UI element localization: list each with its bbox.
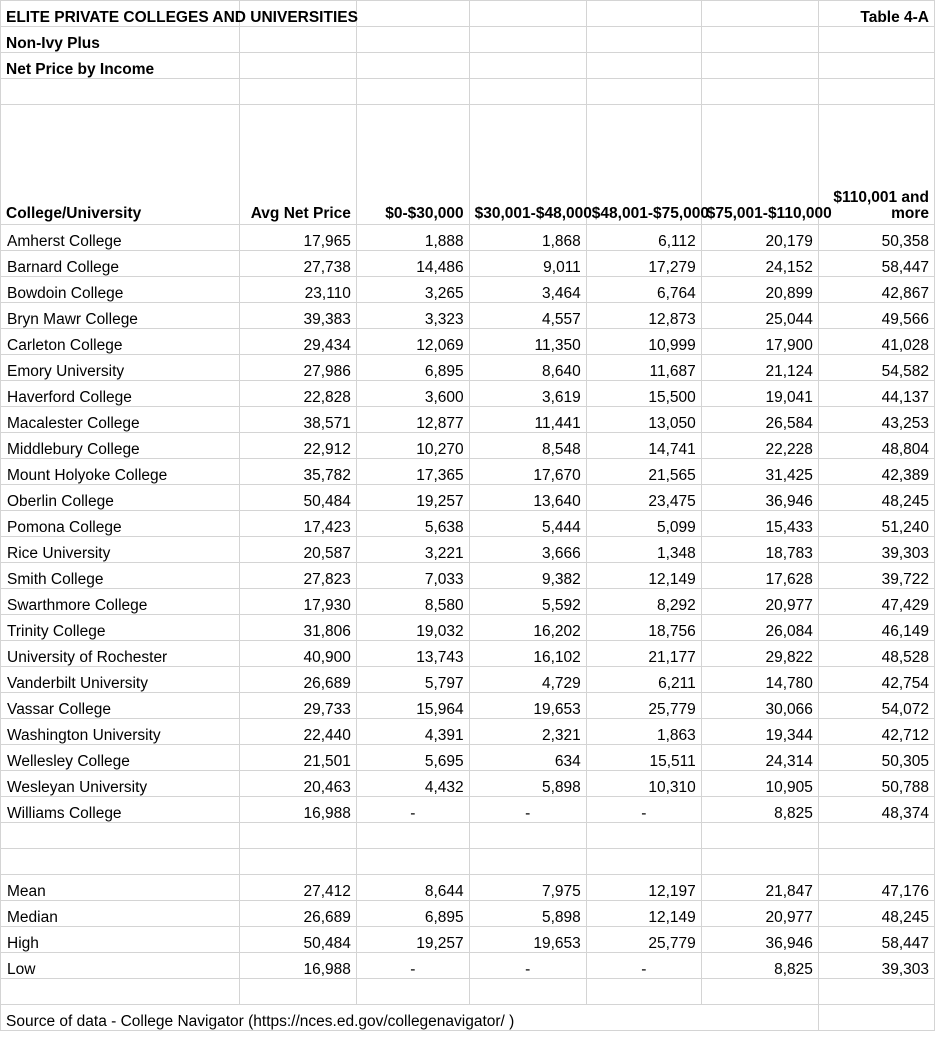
value-cell[interactable]: 50,358 [818,225,934,251]
value-cell[interactable]: 21,847 [701,875,818,901]
value-cell[interactable]: 17,279 [586,251,701,277]
table-row [1,589,935,615]
value-cell[interactable]: 39,303 [818,537,934,563]
value-cell[interactable]: 19,344 [701,719,818,745]
value-cell[interactable]: 17,930 [239,589,356,615]
value-cell[interactable]: 20,977 [701,589,818,615]
value-cell[interactable]: 8,548 [469,433,586,459]
row-label-cell[interactable]: Rice University [1,537,240,563]
table-row [1,511,935,537]
value-cell[interactable]: 48,245 [818,901,934,927]
row-label-cell[interactable]: Low [1,953,240,979]
column-header: $48,001-$75,000 [586,105,701,225]
row-label-cell[interactable]: Vassar College [1,693,240,719]
value-cell[interactable]: 51,240 [818,511,934,537]
row-label-cell[interactable]: Bowdoin College [1,277,240,303]
value-cell[interactable]: 18,783 [701,537,818,563]
value-cell[interactable]: 10,310 [586,771,701,797]
value-cell[interactable]: 16,202 [469,615,586,641]
value-cell[interactable]: 19,257 [356,927,469,953]
value-cell[interactable]: 5,695 [356,745,469,771]
empty-cell[interactable] [469,849,586,875]
value-cell[interactable]: 50,484 [239,927,356,953]
value-cell[interactable]: 11,441 [469,407,586,433]
value-cell[interactable]: 4,432 [356,771,469,797]
value-cell[interactable]: 30,066 [701,693,818,719]
value-cell[interactable]: 25,779 [586,693,701,719]
empty-cell[interactable] [1,979,240,1005]
table-row [1,329,935,355]
table-row [1,225,935,251]
value-cell[interactable]: 19,653 [469,927,586,953]
value-cell[interactable]: 17,628 [701,563,818,589]
value-cell[interactable]: 13,050 [586,407,701,433]
value-cell[interactable]: 20,463 [239,771,356,797]
table-row [1,745,935,771]
value-cell[interactable]: 9,011 [469,251,586,277]
value-cell[interactable]: 12,873 [586,303,701,329]
value-cell[interactable]: 16,988 [239,953,356,979]
value-cell[interactable]: 13,743 [356,641,469,667]
value-cell[interactable]: 11,687 [586,355,701,381]
value-cell[interactable]: 54,072 [818,693,934,719]
value-cell[interactable]: 3,666 [469,537,586,563]
table-row [1,537,935,563]
value-cell[interactable]: 3,619 [469,381,586,407]
source-row [1,1005,935,1031]
value-cell[interactable]: 49,566 [818,303,934,329]
value-cell[interactable]: 2,321 [469,719,586,745]
value-cell[interactable]: 48,245 [818,485,934,511]
value-cell[interactable]: 22,440 [239,719,356,745]
table-row [1,251,935,277]
table-row [1,355,935,381]
sheet-subtitle: Non-Ivy Plus [1,27,240,53]
value-cell[interactable]: 20,977 [701,901,818,927]
value-cell[interactable]: 6,112 [586,225,701,251]
value-cell[interactable]: 20,587 [239,537,356,563]
value-cell[interactable]: 19,257 [356,485,469,511]
value-cell[interactable]: 22,228 [701,433,818,459]
value-cell[interactable]: 20,179 [701,225,818,251]
empty-cell[interactable] [239,849,356,875]
blank-row [1,79,935,105]
empty-cell[interactable] [818,823,934,849]
value-cell[interactable]: 23,110 [239,277,356,303]
value-cell[interactable]: 17,365 [356,459,469,485]
value-cell[interactable]: 10,270 [356,433,469,459]
value-cell[interactable]: 14,780 [701,667,818,693]
row-label-cell[interactable]: Carleton College [1,329,240,355]
column-header-row [1,105,935,225]
value-cell[interactable]: 8,825 [701,953,818,979]
value-cell[interactable]: 3,323 [356,303,469,329]
value-cell[interactable]: 3,265 [356,277,469,303]
empty-cell[interactable] [239,979,356,1005]
column-header: $75,001-$110,000 [701,105,818,225]
value-cell[interactable]: 27,738 [239,251,356,277]
value-cell[interactable]: 19,653 [469,693,586,719]
row-label-cell[interactable]: Barnard College [1,251,240,277]
value-cell[interactable]: 6,211 [586,667,701,693]
value-cell[interactable]: 5,898 [469,901,586,927]
blank-row [1,849,935,875]
value-cell[interactable]: 39,722 [818,563,934,589]
value-cell[interactable]: 50,788 [818,771,934,797]
row-label-cell[interactable]: Williams College [1,797,240,823]
summary-row [1,901,935,927]
value-cell[interactable]: 50,484 [239,485,356,511]
row-label-cell[interactable]: High [1,927,240,953]
value-cell[interactable]: 17,900 [701,329,818,355]
table-row [1,381,935,407]
empty-cell[interactable] [818,979,934,1005]
value-cell[interactable]: 46,149 [818,615,934,641]
value-cell[interactable]: 26,084 [701,615,818,641]
table-row [1,459,935,485]
row-label-cell[interactable]: Mean [1,875,240,901]
blank-row [1,823,935,849]
value-cell[interactable]: 1,888 [356,225,469,251]
value-cell[interactable]: 16,102 [469,641,586,667]
value-cell[interactable]: 7,033 [356,563,469,589]
value-cell[interactable]: 19,032 [356,615,469,641]
value-cell[interactable]: 16,988 [239,797,356,823]
value-cell[interactable]: - [469,797,586,823]
value-cell[interactable]: 10,905 [701,771,818,797]
value-cell[interactable]: 24,314 [701,745,818,771]
value-cell[interactable]: 29,733 [239,693,356,719]
row-label-cell[interactable]: Wellesley College [1,745,240,771]
value-cell[interactable]: 27,986 [239,355,356,381]
value-cell[interactable]: 4,391 [356,719,469,745]
sheet-title: ELITE PRIVATE COLLEGES AND UNIVERSITIES [1,1,240,27]
row-label-cell[interactable]: Emory University [1,355,240,381]
table-row [1,277,935,303]
table-row [1,407,935,433]
summary-row [1,953,935,979]
value-cell[interactable]: 14,741 [586,433,701,459]
value-cell[interactable]: 48,804 [818,433,934,459]
value-cell[interactable]: 27,823 [239,563,356,589]
value-cell[interactable]: 26,689 [239,901,356,927]
value-cell[interactable]: 25,044 [701,303,818,329]
table-row [1,615,935,641]
value-cell[interactable]: 44,137 [818,381,934,407]
column-header: $110,001 and more [818,105,934,225]
value-cell[interactable]: 39,303 [818,953,934,979]
column-header: Avg Net Price [239,105,356,225]
value-cell[interactable]: 13,640 [469,485,586,511]
value-cell[interactable]: - [586,953,701,979]
empty-cell[interactable] [586,979,701,1005]
value-cell[interactable]: 23,475 [586,485,701,511]
value-cell[interactable]: 21,501 [239,745,356,771]
row-label-cell[interactable]: Wesleyan University [1,771,240,797]
value-cell[interactable]: - [356,953,469,979]
value-cell[interactable]: 21,177 [586,641,701,667]
value-cell[interactable]: 25,779 [586,927,701,953]
value-cell[interactable]: 40,900 [239,641,356,667]
value-cell[interactable]: 1,868 [469,225,586,251]
table-row [1,433,935,459]
row-label-cell[interactable]: Pomona College [1,511,240,537]
empty-cell[interactable] [356,823,469,849]
column-header: College/University [1,105,240,225]
value-cell[interactable]: 42,712 [818,719,934,745]
empty-cell[interactable] [701,979,818,1005]
value-cell[interactable]: 31,425 [701,459,818,485]
value-cell[interactable]: 48,374 [818,797,934,823]
empty-cell[interactable] [1,849,240,875]
table-row [1,667,935,693]
empty-cell[interactable] [1,823,240,849]
row-label-cell[interactable]: Haverford College [1,381,240,407]
value-cell[interactable]: 634 [469,745,586,771]
value-cell[interactable]: 5,638 [356,511,469,537]
value-cell[interactable]: 4,729 [469,667,586,693]
value-cell[interactable]: 5,592 [469,589,586,615]
value-cell[interactable]: 8,640 [469,355,586,381]
value-cell[interactable]: 7,975 [469,875,586,901]
value-cell[interactable]: 17,965 [239,225,356,251]
value-cell[interactable]: 8,644 [356,875,469,901]
blank-row [1,979,935,1005]
row-label-cell[interactable]: University of Rochester [1,641,240,667]
empty-cell[interactable] [586,823,701,849]
value-cell[interactable]: 17,423 [239,511,356,537]
value-cell[interactable]: 18,756 [586,615,701,641]
row-label-cell[interactable]: Smith College [1,563,240,589]
value-cell[interactable]: 48,528 [818,641,934,667]
value-cell[interactable]: 43,253 [818,407,934,433]
value-cell[interactable]: 42,389 [818,459,934,485]
value-cell[interactable]: 15,500 [586,381,701,407]
summary-row [1,875,935,901]
table-row [1,303,935,329]
value-cell[interactable]: 1,863 [586,719,701,745]
value-cell[interactable]: 50,305 [818,745,934,771]
value-cell[interactable]: 12,197 [586,875,701,901]
value-cell[interactable]: 47,176 [818,875,934,901]
value-cell[interactable]: 42,867 [818,277,934,303]
value-cell[interactable]: 12,877 [356,407,469,433]
value-cell[interactable]: 41,028 [818,329,934,355]
value-cell[interactable]: 15,511 [586,745,701,771]
column-header: $0-$30,000 [356,105,469,225]
row-label-cell[interactable]: Median [1,901,240,927]
value-cell[interactable]: 14,486 [356,251,469,277]
summary-row [1,927,935,953]
value-cell[interactable]: - [586,797,701,823]
row-label-cell[interactable]: Trinity College [1,615,240,641]
row-label-cell[interactable]: Swarthmore College [1,589,240,615]
value-cell[interactable]: 9,382 [469,563,586,589]
empty-cell[interactable] [356,849,469,875]
value-cell[interactable]: 26,689 [239,667,356,693]
value-cell[interactable]: 36,946 [701,485,818,511]
value-cell[interactable]: 15,433 [701,511,818,537]
value-cell[interactable]: 6,895 [356,901,469,927]
table-row [1,797,935,823]
empty-cell[interactable] [818,1005,934,1031]
value-cell[interactable]: 3,221 [356,537,469,563]
sheet-heading: Net Price by Income [1,53,240,79]
row-label-cell[interactable]: Mount Holyoke College [1,459,240,485]
value-cell[interactable]: 22,828 [239,381,356,407]
table-label: Table 4-A [818,1,934,27]
table-row [1,563,935,589]
row-label-cell[interactable]: Washington University [1,719,240,745]
value-cell[interactable]: 54,582 [818,355,934,381]
empty-cell[interactable] [701,849,818,875]
value-cell[interactable]: 39,383 [239,303,356,329]
table-row [1,719,935,745]
table-row [1,693,935,719]
value-cell[interactable]: 17,670 [469,459,586,485]
value-cell[interactable]: - [469,953,586,979]
value-cell[interactable]: 5,444 [469,511,586,537]
value-cell[interactable]: 22,912 [239,433,356,459]
empty-cell[interactable] [356,979,469,1005]
value-cell[interactable]: - [356,797,469,823]
value-cell[interactable]: 21,565 [586,459,701,485]
value-cell[interactable]: 3,600 [356,381,469,407]
value-cell[interactable]: 20,899 [701,277,818,303]
row-label-cell[interactable]: Oberlin College [1,485,240,511]
column-header: $30,001-$48,000 [469,105,586,225]
value-cell[interactable]: 27,412 [239,875,356,901]
value-cell[interactable]: 8,292 [586,589,701,615]
table-row [1,771,935,797]
value-cell[interactable]: 11,350 [469,329,586,355]
value-cell[interactable]: 4,557 [469,303,586,329]
source-note: Source of data - College Navigator (https://nces.ed.gov/collegenavigator/ ) [1,1005,819,1031]
value-cell[interactable]: 38,571 [239,407,356,433]
value-cell[interactable]: 5,099 [586,511,701,537]
row-label-cell[interactable]: Bryn Mawr College [1,303,240,329]
value-cell[interactable]: 8,580 [356,589,469,615]
value-cell[interactable]: 58,447 [818,927,934,953]
empty-cell[interactable] [818,849,934,875]
empty-cell[interactable] [239,823,356,849]
empty-cell[interactable] [469,823,586,849]
value-cell[interactable]: 42,754 [818,667,934,693]
value-cell[interactable]: 21,124 [701,355,818,381]
value-cell[interactable]: 19,041 [701,381,818,407]
value-cell[interactable]: 58,447 [818,251,934,277]
value-cell[interactable]: 6,895 [356,355,469,381]
value-cell[interactable]: 1,348 [586,537,701,563]
value-cell[interactable]: 36,946 [701,927,818,953]
value-cell[interactable]: 5,898 [469,771,586,797]
value-cell[interactable]: 29,822 [701,641,818,667]
empty-cell[interactable] [469,979,586,1005]
value-cell[interactable]: 6,764 [586,277,701,303]
value-cell[interactable]: 10,999 [586,329,701,355]
empty-cell[interactable] [586,849,701,875]
value-cell[interactable]: 31,806 [239,615,356,641]
value-cell[interactable]: 29,434 [239,329,356,355]
value-cell[interactable]: 47,429 [818,589,934,615]
value-cell[interactable]: 3,464 [469,277,586,303]
row-label-cell[interactable]: Macalester College [1,407,240,433]
empty-cell[interactable] [701,823,818,849]
value-cell[interactable]: 26,584 [701,407,818,433]
value-cell[interactable]: 24,152 [701,251,818,277]
value-cell[interactable]: 15,964 [356,693,469,719]
value-cell[interactable]: 12,069 [356,329,469,355]
value-cell[interactable]: 8,825 [701,797,818,823]
row-label-cell[interactable]: Middlebury College [1,433,240,459]
row-label-cell[interactable]: Amherst College [1,225,240,251]
value-cell[interactable]: 12,149 [586,563,701,589]
table-row [1,485,935,511]
value-cell[interactable]: 35,782 [239,459,356,485]
value-cell[interactable]: 12,149 [586,901,701,927]
value-cell[interactable]: 5,797 [356,667,469,693]
row-label-cell[interactable]: Vanderbilt University [1,667,240,693]
table-row [1,641,935,667]
